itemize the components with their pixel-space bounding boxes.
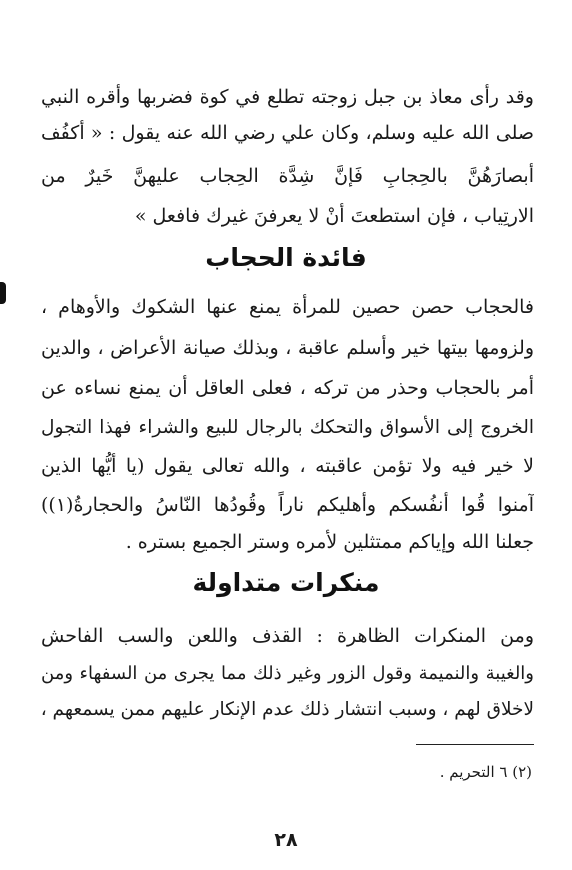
text-line: وقد رأى معاذ بن جبل زوجته تطلع في كوة فضربها وأقره النبي — [41, 86, 534, 108]
section-heading: فائدة الحجاب — [205, 243, 367, 272]
text-line: فالحجاب حصن حصين للمرأة يمنع عنها الشكوك والأوهام ، — [41, 296, 534, 318]
footnote-divider — [416, 744, 534, 745]
text-line: الخروج إلى الأسواق والتحكك بالرجال للبيع والشراء فهذا التجول — [41, 417, 534, 438]
text-line: آمنوا قُوا أنفُسكم وأهليكم ناراً وقُودُها النّاسُ والحجارةُ(١)) — [41, 494, 534, 516]
text-line: ومن المنكرات الظاهرة : القذف واللعن والسب الفاحش — [41, 625, 534, 647]
page-edge-mark — [0, 282, 6, 304]
text-line: لاخلاق لهم ، وسبب انتشار ذلك عدم الإنكار عليهم ممن يسمعهم ، — [41, 699, 534, 720]
text-line: الارتِياب ، فإن استطعتَ أنْ لا يعرفنَ غيرك فافعل » — [134, 205, 534, 227]
section-heading: منكرات متداولة — [192, 568, 380, 597]
text-line: صلى الله عليه وسلم، وكان علي رضي الله عنه يقول : « أكفُف — [41, 122, 534, 144]
text-line: أمر بالحجاب وحذر من تركه ، فعلى العاقل أن يمنع نساءه عن — [41, 377, 534, 399]
text-line: لا خير فيه ولا تؤمن عاقبته ، والله تعالى يقول (يا أيُّها الذين — [41, 455, 534, 477]
text-line: جعلنا الله وإياكم ممتثلين لأمره وستر الجميع بستره . — [125, 531, 534, 553]
text-line: والغيبة والنميمة وقول الزور وغير ذلك مما يجرى من السفهاء ومن — [41, 663, 534, 684]
footnote: (٢) ٦ التحريم . — [439, 763, 532, 781]
text-line: ولزومها بيتها خير وأسلم عاقبة ، وبذلك صيانة الأعراض ، والدين — [41, 337, 534, 359]
page-number: ٢٨ — [274, 829, 298, 851]
text-line: أبصارَهُنَّ بالحِجابِ فَإنَّ شِدَّة الحِجاب عليهنَّ خَيرٌ من — [41, 165, 534, 187]
